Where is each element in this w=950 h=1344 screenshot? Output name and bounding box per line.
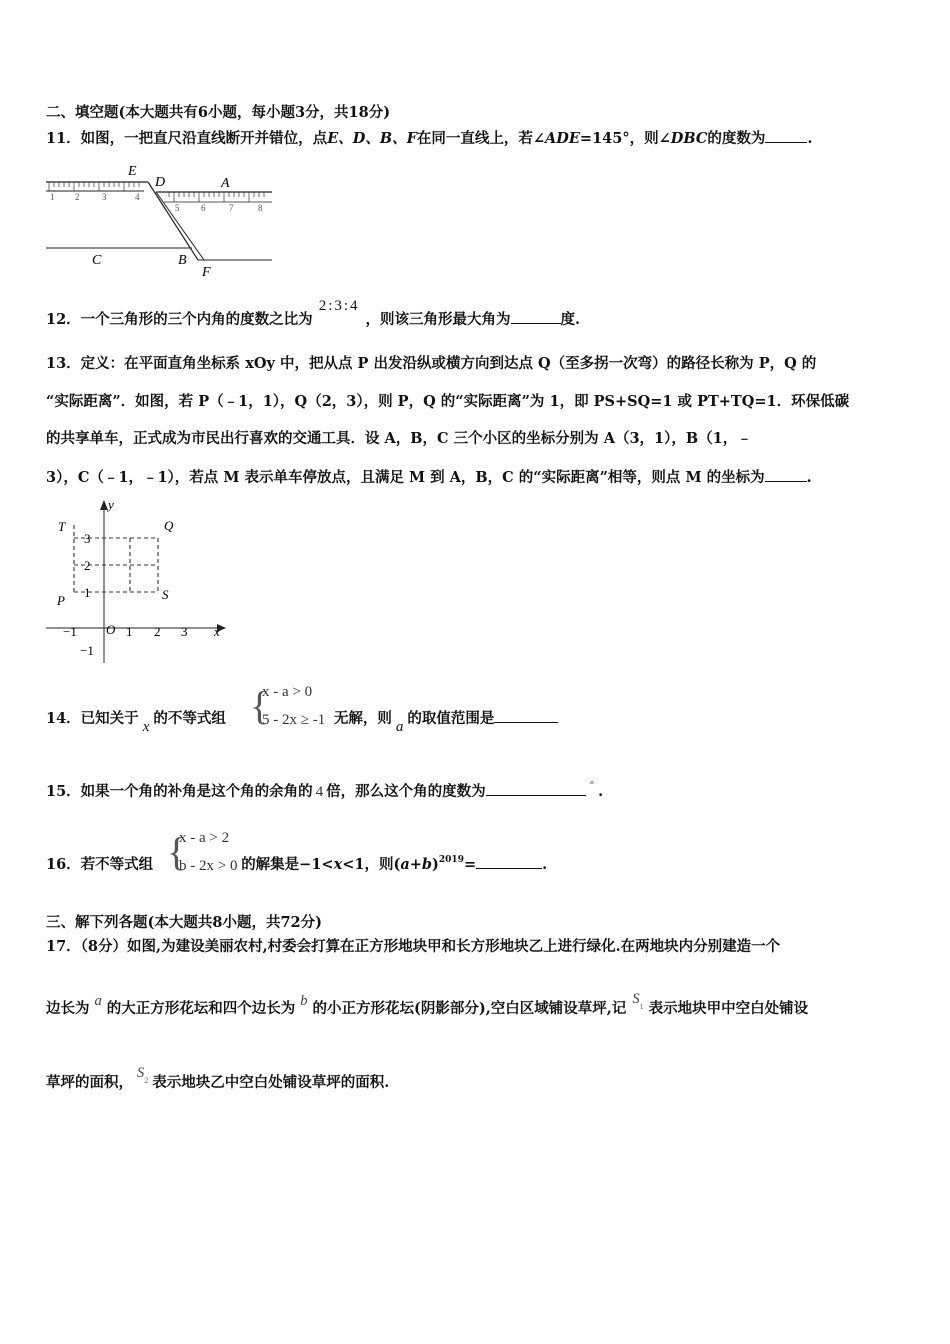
section-3-title: 三、解下列各题(本大题共8小题，共72分) [46, 914, 322, 931]
q14-var-x: x [142, 719, 150, 735]
q11-text3: =145°，则∠ [579, 130, 671, 147]
q17-s1: S [632, 991, 640, 1007]
q11-angle1: ADE [545, 130, 580, 147]
q14-var-a: a [395, 719, 404, 735]
q12-answer-blank[interactable] [511, 309, 561, 324]
q15-text2: 倍，那么这个角的度数为 [326, 783, 486, 800]
ytick-2: 2 [84, 558, 91, 573]
section-2-title: 二、填空题(本大题共有6小题，每小题3分，共18分) [46, 104, 391, 121]
q13-line-4-text: 3），C（﹣1，﹣1），若点 M 表示单车停放点，且满足 M 到 A，B，C 的“实际距离”相等，则点 M 的坐标为 [46, 469, 765, 486]
q11-angle2: DBC [670, 130, 708, 147]
xtick-2: 2 [154, 624, 161, 639]
label-O: O [106, 622, 116, 637]
q13-line-1: 13．定义：在平面直角坐标系 xOy 中，把从点 P 出发沿纵或横方向到达点 Q（至多拐一次弯）的路径长称为 P，Q 的 [46, 355, 817, 372]
q13-end: . [806, 469, 812, 486]
q16-exponent: 2019 [438, 855, 464, 865]
q13-figure [42, 495, 232, 670]
q14-row2: 5 - 2x ≥ -1 [262, 712, 326, 728]
label-C: C [92, 253, 102, 268]
label-P: P [57, 593, 65, 608]
label-T: T [58, 519, 66, 534]
ruler-tick-5: 5 [175, 203, 180, 213]
q17-l2a: 边长为 [46, 1000, 90, 1017]
q17-s2-sub: 2 [144, 1076, 149, 1085]
q11-text2: 在同一直线上，若∠ [416, 130, 546, 147]
q17-l3a: 草坪的面积， [46, 1074, 133, 1091]
label-D: D [155, 175, 166, 190]
q14-text2: 的不等式组 [153, 710, 226, 727]
q16-end: . [542, 856, 548, 873]
label-F: F [202, 265, 211, 280]
q16-text: 16．若不等式组 [46, 856, 154, 873]
q15-degree: ° [589, 779, 595, 791]
q12-end: 度. [560, 311, 581, 328]
q14-answer-blank[interactable] [494, 708, 558, 723]
ruler-tick-1: 1 [50, 192, 55, 202]
label-y: y [108, 497, 114, 512]
q14-inequality-system: { x - a > 0 5 - 2x ≥ -1 [250, 683, 326, 728]
q17-line-3 [46, 1065, 390, 1095]
q13-line-4 [46, 467, 812, 488]
q16-inequality-system: { x - a > 2 b - 2x > 0 [167, 829, 238, 874]
q11-figure [44, 158, 284, 283]
q11-points: E、D、B、F [327, 130, 417, 147]
q16-answer-blank[interactable] [476, 854, 542, 869]
q17-var-b: b [300, 993, 308, 1009]
q11-text: 11．如图，一把直尺沿直线断开并错位，点 [46, 130, 328, 147]
q16-text4: ) [432, 856, 439, 873]
q16-ab: a+b [400, 856, 433, 873]
q13-answer-blank[interactable] [765, 467, 807, 482]
q15-text: 15．如果一个角的补角是这个角的余角的 [46, 783, 313, 800]
xtick-3: 3 [181, 624, 188, 639]
q16-row1: x - a > 2 [179, 830, 230, 846]
q17-l2d: 表示地块甲中空白处铺设 [648, 1000, 809, 1017]
q12-text: 12．一个三角形的三个内角的度数之比为 [46, 311, 313, 328]
ruler-tick-6: 6 [201, 203, 206, 213]
q13-line-3: 的共享单车，正式成为市民出行喜欢的交通工具．设 A，B，C 三个小区的坐标分别为 A（3，1），B（1，﹣ [46, 430, 752, 447]
ytick-1: 1 [84, 585, 91, 600]
q14-text3: 无解，则 [333, 710, 392, 727]
q17-l2b: 的大正方形花坛和四个边长为 [106, 1000, 296, 1017]
xtick-1: 1 [126, 624, 133, 639]
ruler-tick-7: 7 [229, 203, 234, 213]
ruler-tick-3: 3 [102, 192, 107, 202]
question-11 [46, 128, 812, 149]
q12-ratio: 2:3:4 [318, 298, 360, 314]
ruler-tick-4: 4 [135, 192, 140, 202]
ytick-3: 3 [84, 531, 91, 546]
label-Q: Q [164, 518, 174, 533]
ruler-tick-8: 8 [258, 203, 263, 213]
q15-num: 4 [315, 784, 324, 800]
q12-text2: ，则该三角形最大角为 [365, 311, 511, 328]
label-B: B [178, 253, 187, 268]
q16-row2: b - 2x > 0 [179, 858, 238, 874]
question-15 [46, 781, 603, 803]
label-S: S [162, 587, 169, 602]
q16-var-x: x [333, 856, 343, 873]
q15-answer-blank[interactable] [486, 781, 586, 796]
q13-line-2: “实际距离”．如图，若 P（﹣1，1），Q（2，3），则 P，Q 的“实际距离”为 1，即 PS+SQ=1 或 PT+TQ=1．环保低碳 [46, 393, 850, 410]
question-16 [46, 854, 547, 877]
q17-s2: S [137, 1065, 145, 1081]
q14-text: 14．已知关于 [46, 710, 139, 727]
q14-row1: x - a > 0 [262, 684, 313, 700]
q17-l2c: 的小正方形花坛(阴影部分),空白区域铺设草坪,记 [312, 1000, 627, 1017]
label-E: E [128, 164, 137, 179]
label-x: x [214, 624, 220, 639]
q11-answer-blank[interactable] [765, 128, 807, 143]
label-A: A [221, 176, 230, 191]
question-12 [46, 298, 581, 330]
q17-l3b: 表示地块乙中空白处铺设草坪的面积. [152, 1074, 390, 1091]
xtick-neg1: −1 [63, 624, 77, 639]
q17-line-1: 17．（8分）如图,为建设美丽农村,村委会打算在正方形地块甲和长方形地块乙上进行绿化.在两地块内分别建造一个 [46, 938, 781, 955]
q16-text5: = [463, 856, 477, 873]
ytick-neg1: −1 [80, 643, 94, 658]
q17-var-a: a [94, 993, 102, 1009]
q17-s1-sub: 1 [639, 1002, 644, 1011]
q17-line-2 [46, 991, 809, 1021]
q14-text4: 的取值范围是 [407, 710, 495, 727]
q15-end: . [598, 783, 604, 800]
q11-text4: 的度数为 [707, 130, 766, 147]
q16-text2: 的解集是−1< [241, 856, 334, 873]
q11-end: . [807, 130, 813, 147]
ruler-tick-2: 2 [75, 192, 80, 202]
q16-text3: <1，则( [342, 856, 401, 873]
